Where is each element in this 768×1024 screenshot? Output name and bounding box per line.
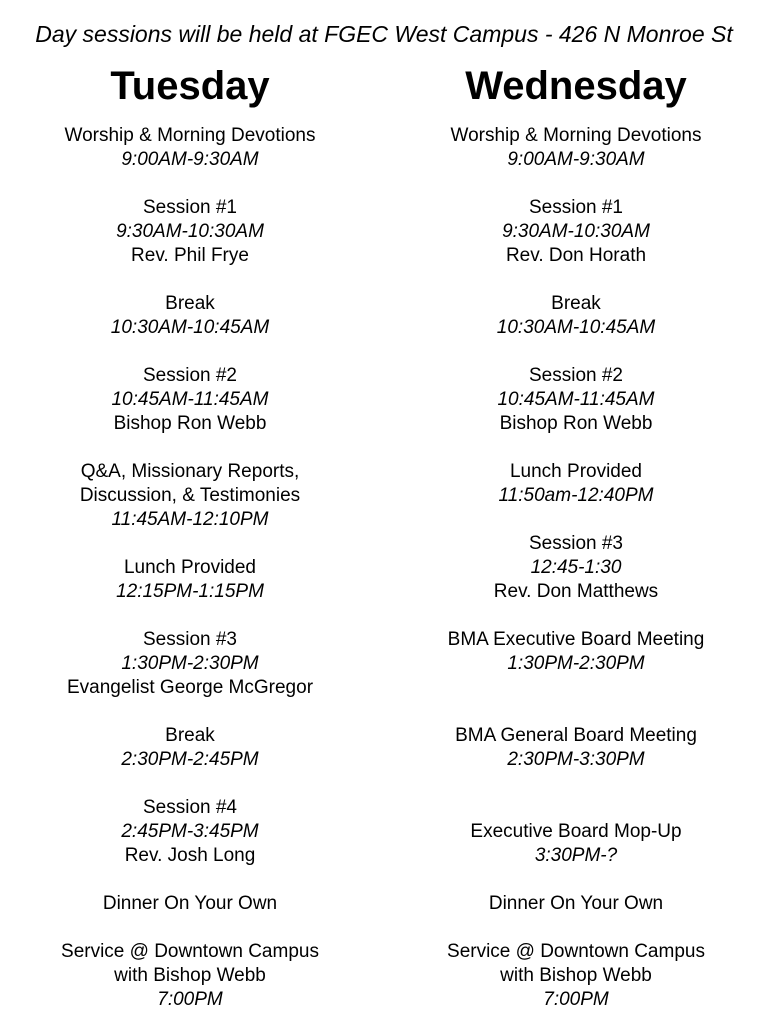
spacer xyxy=(10,268,370,292)
schedule-time: 2:30PM-3:30PM xyxy=(507,749,645,770)
schedule-entry: Q&A, Missionary Reports, xyxy=(80,461,300,482)
schedule-entry: Bishop Ron Webb xyxy=(499,413,653,434)
schedule-time: 9:00AM-9:30AM xyxy=(121,149,259,170)
schedule-entry: Evangelist George McGregor xyxy=(66,677,314,698)
schedule-entry: Worship & Morning Devotions xyxy=(450,125,702,146)
schedule-time: 9:30AM-10:30AM xyxy=(502,221,650,242)
wednesday-schedule xyxy=(396,124,756,1012)
spacer xyxy=(10,916,370,940)
schedule-entry: with Bishop Webb xyxy=(114,965,266,986)
schedule-entry: Rev. Josh Long xyxy=(124,845,256,866)
schedule-time: 10:45AM-11:45AM xyxy=(497,389,655,410)
schedule-entry: Worship & Morning Devotions xyxy=(64,125,316,146)
spacer xyxy=(396,268,756,292)
spacer xyxy=(396,868,756,892)
spacer xyxy=(10,868,370,892)
schedule-time: 3:30PM-? xyxy=(534,845,618,866)
schedule-time: 9:00AM-9:30AM xyxy=(507,149,645,170)
schedule-entry: Rev. Phil Frye xyxy=(131,245,249,266)
spacer xyxy=(10,340,370,364)
schedule-entry: BMA Executive Board Meeting xyxy=(447,629,705,650)
schedule-entry: Discussion, & Testimonies xyxy=(79,485,301,506)
location-banner: Day sessions will be held at FGEC West Campus - 426 N Monroe St xyxy=(35,21,733,47)
spacer xyxy=(396,604,756,628)
schedule-time: 9:30AM-10:30AM xyxy=(116,221,264,242)
day-title-tuesday: Tuesday xyxy=(110,64,270,108)
spacer xyxy=(396,796,756,820)
schedule-entry: Bishop Ron Webb xyxy=(113,413,267,434)
schedule-entry: Session #3 xyxy=(142,629,237,650)
tuesday-column xyxy=(10,60,370,1012)
schedule-entry: Break xyxy=(551,293,601,314)
schedule-entry: BMA General Board Meeting xyxy=(455,725,697,746)
schedule-entry: Executive Board Mop-Up xyxy=(470,821,682,842)
schedule-entry: Session #2 xyxy=(528,365,623,386)
schedule-entry: Session #3 xyxy=(528,533,623,554)
schedule-time: 10:45AM-11:45AM xyxy=(111,389,269,410)
spacer xyxy=(396,700,756,724)
schedule-time: 2:30PM-2:45PM xyxy=(121,749,259,770)
day-title-wednesday: Wednesday xyxy=(465,64,687,108)
schedule-time: 2:45PM-3:45PM xyxy=(121,821,259,842)
spacer xyxy=(396,916,756,940)
schedule-entry: Break xyxy=(165,725,215,746)
spacer xyxy=(10,172,370,196)
schedule-time: 7:00PM xyxy=(157,989,223,1010)
schedule-entry: Break xyxy=(165,293,215,314)
spacer xyxy=(396,508,756,532)
schedule-entry: Service @ Downtown Campus xyxy=(447,941,705,962)
schedule-time: 11:45AM-12:10PM xyxy=(111,509,269,530)
tuesday-schedule xyxy=(10,124,370,1012)
schedule-entry: Rev. Don Matthews xyxy=(493,581,659,602)
spacer xyxy=(396,436,756,460)
schedule-time: 10:30AM-10:45AM xyxy=(110,317,270,338)
schedule-time: 7:00PM xyxy=(543,989,609,1010)
schedule-entry: with Bishop Webb xyxy=(500,965,652,986)
spacer xyxy=(396,172,756,196)
schedule-entry: Lunch Provided xyxy=(509,461,643,482)
schedule-entry: Service @ Downtown Campus xyxy=(61,941,319,962)
spacer xyxy=(396,340,756,364)
schedule-entry: Rev. Don Horath xyxy=(505,245,647,266)
spacer xyxy=(10,772,370,796)
schedule-time: 12:15PM-1:15PM xyxy=(116,581,264,602)
wednesday-column xyxy=(396,60,756,1012)
schedule-entry: Session #4 xyxy=(142,797,237,818)
schedule-time: 1:30PM-2:30PM xyxy=(121,653,259,674)
spacer xyxy=(10,532,370,556)
schedule-entry: Lunch Provided xyxy=(123,557,257,578)
schedule-time: 12:45-1:30 xyxy=(530,557,622,578)
spacer xyxy=(10,604,370,628)
schedule-time: 11:50am-12:40PM xyxy=(498,485,654,506)
schedule-entry: Dinner On Your Own xyxy=(488,893,664,914)
spacer xyxy=(396,772,756,796)
spacer xyxy=(10,436,370,460)
schedule-time: 1:30PM-2:30PM xyxy=(507,653,645,674)
schedule-entry: Session #2 xyxy=(142,365,237,386)
schedule-entry: Session #1 xyxy=(528,197,623,218)
spacer xyxy=(396,676,756,700)
schedule-time: 10:30AM-10:45AM xyxy=(496,317,656,338)
schedule-entry: Dinner On Your Own xyxy=(102,893,278,914)
spacer xyxy=(10,700,370,724)
schedule-entry: Session #1 xyxy=(142,197,237,218)
